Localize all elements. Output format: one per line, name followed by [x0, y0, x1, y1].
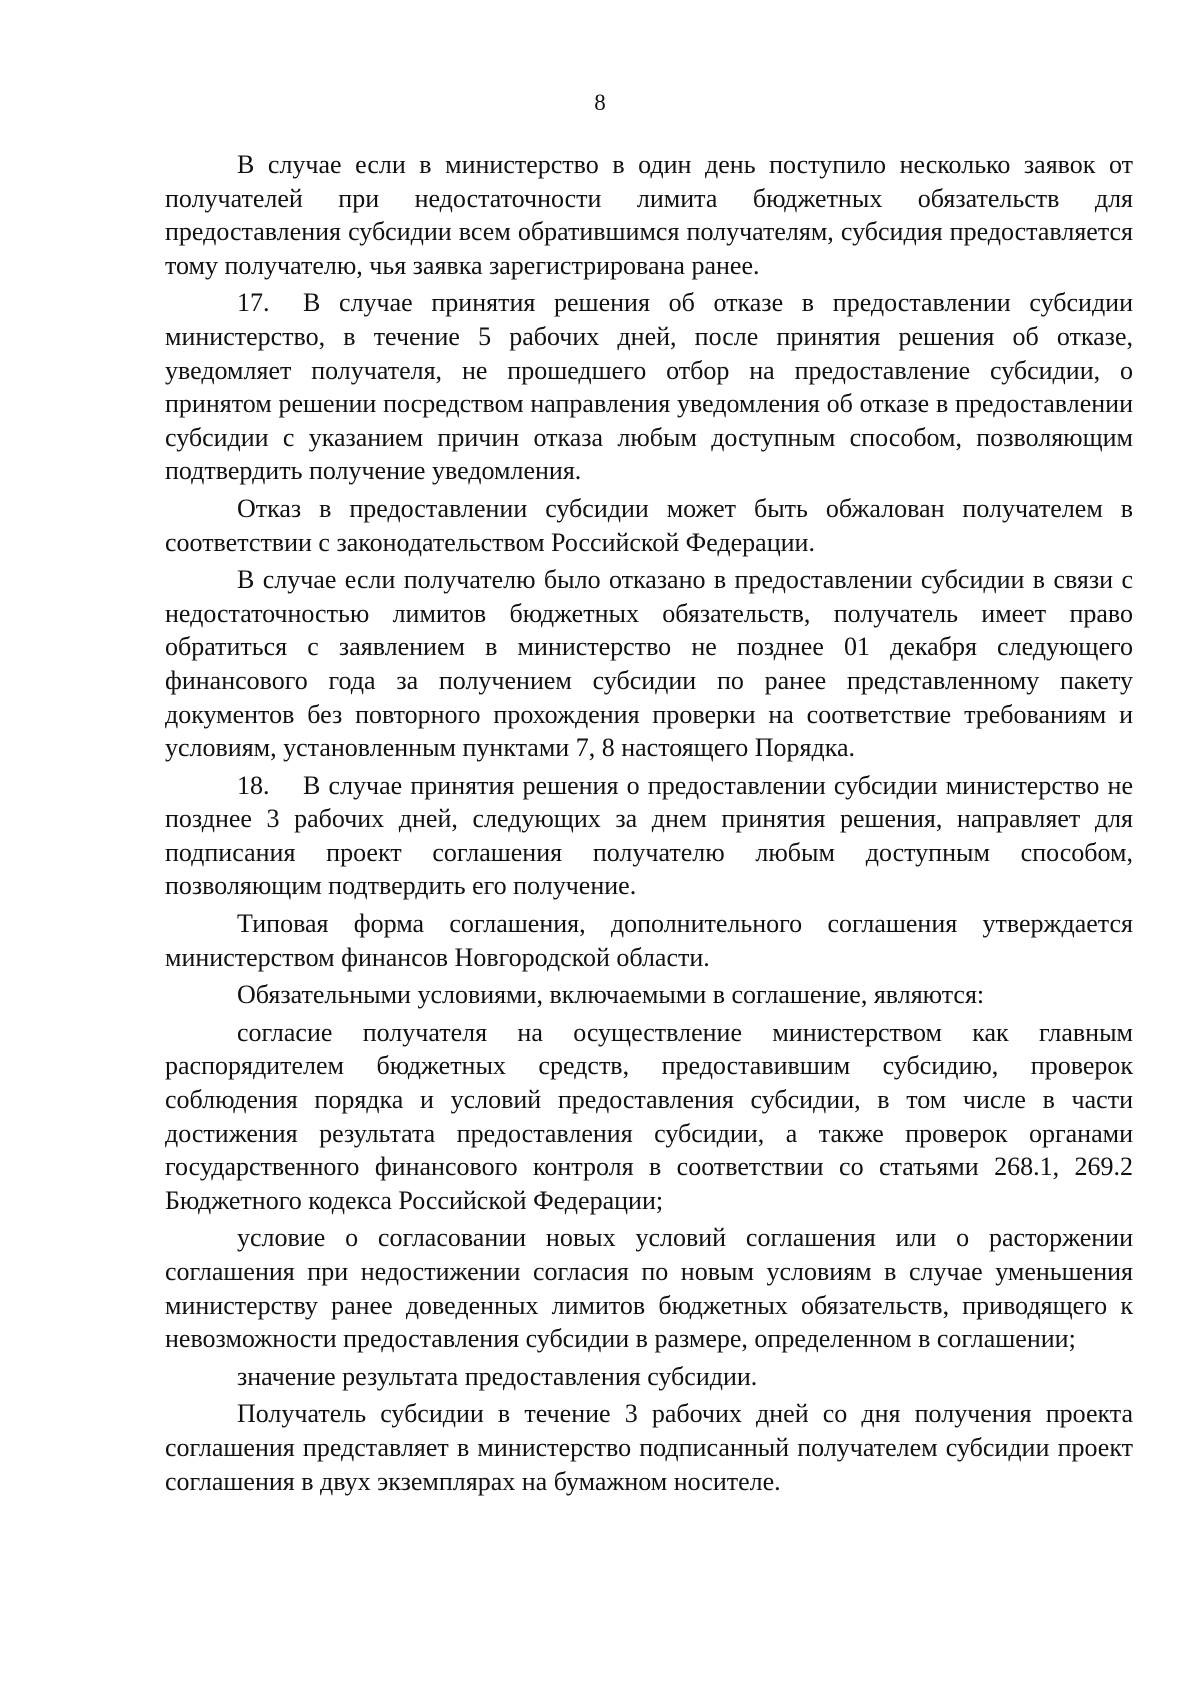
paragraph [165, 1016, 1133, 1218]
item-number: 17. [237, 288, 270, 318]
page-number: 8 [594, 90, 606, 115]
paragraph-text: Типовая форма соглашения, дополнительного соглашения утверждается министерством финансов Новгородской области. [165, 909, 1133, 972]
paragraph-text: В случае если в министерство в один день поступило несколько заявок от получателей при недостаточности лимита бюджетных обязательств для предоставления субсидии всем обратившимся получателям, субсидия предоставляется тому получателю, чья заявка зарегистрирована ранее. [165, 150, 1133, 280]
paragraph-17 [165, 286, 1133, 488]
paragraph [165, 563, 1133, 765]
paragraph-text: Отказ в предоставлении субсидии может быть обжалован получателем в соответствии с законодательством Российской Федерации. [165, 493, 1133, 557]
paragraph [165, 907, 1133, 974]
paragraph [165, 1360, 1133, 1394]
paragraph-text: В случае если получателю было отказано в предоставлении субсидии в связи с недостаточностью лимитов бюджетных обязательств, получатель имеет право обратиться с заявлением в министерство не позднее 01 декабря следующего финансового года за получением субсидии по ранее представленному пакету документов без повторного прохождения проверки на соответствие требованиям и условиям, установленным пунктами 7, 8 настоящего Порядка. [165, 565, 1133, 763]
paragraph [165, 1221, 1133, 1355]
paragraph-18 [165, 769, 1133, 903]
paragraph-text: Получатель субсидии в течение 3 рабочих дней со дня получения проекта соглашения представляет в министерство подписанный получателем субсидии проект соглашения в двух экземплярах на бумажном носителе. [165, 1399, 1133, 1496]
paragraph [165, 148, 1133, 282]
paragraph [165, 978, 1133, 1012]
document-body [165, 148, 1133, 1502]
paragraph-text: согласие получателя на осуществление министерством как главным распорядителем бюджетных средств, предоставившим субсидию, проверок соблюдения порядка и условий предоставления субсидии, в том числе в части достижения результата предоставления субсидии, а также проверок органами государственного финансового контроля в соответствии со статьями 268.1, 269.2 Бюджетного кодекса Российской Федерации; [165, 1017, 1133, 1215]
item-number: 18. [237, 770, 270, 800]
paragraph-text: условие о согласовании новых условий соглашения или о расторжении соглашения при недостижении согласия по новым условиям в случае уменьшения министерству ранее доведенных лимитов бюджетных обязательств, приводящего к невозможности предоставления субсидии в размере, определенном в соглашении; [165, 1223, 1133, 1354]
paragraph-text: В случае принятия решения о предоставлении субсидии министерство не позднее 3 рабочих дней, следующих за днем принятия решения, направляет для подписания проект соглашения получателю любым доступным способом, позволяющим подтвердить его получение. [165, 770, 1133, 901]
paragraph [165, 1397, 1133, 1498]
paragraph-text: значение результата предоставления субсидии. [237, 1361, 758, 1391]
paragraph [165, 492, 1133, 559]
paragraph-text: В случае принятия решения об отказе в предоставлении субсидии министерство, в течение 5 рабочих дней, после принятия решения об отказе, уведомляет получателя, не прошедшего отбор на предоставление субсидии, о принятом решении посредством направления уведомления об отказе в предоставлении субсидии с указанием причин отказа любым доступным способом, позволяющим подтвердить получение уведомления. [165, 288, 1133, 486]
paragraph-text: Обязательными условиями, включаемыми в соглашение, являются: [237, 980, 985, 1010]
